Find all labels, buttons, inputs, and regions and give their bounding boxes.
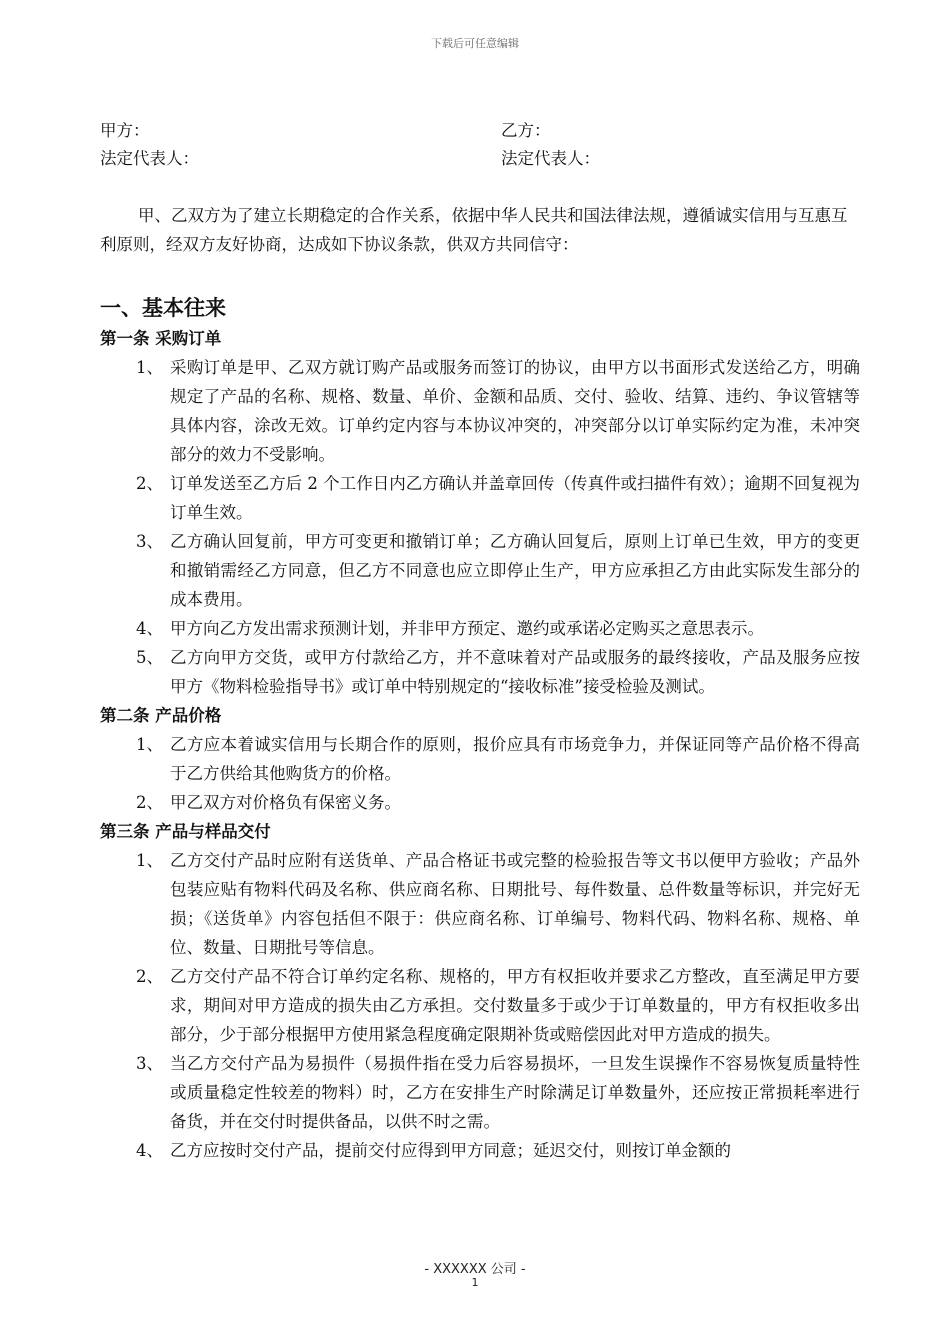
clause-text: 订单发送至乙方后 2 个工作日内乙方确认并盖章回传（传真件或扫描件有效）；逾期不回复视为订单生效。 [170,474,860,522]
section-heading: 一、基本往来 [100,296,226,320]
party-a-label: 甲方： [100,121,150,140]
clause-number: 1、 [136,851,163,870]
party-b-label: 乙方： [501,121,551,140]
parties-block [100,117,860,173]
clause-text: 甲乙双方对价格负有保密义务。 [170,793,401,812]
clause-text: 乙方交付产品时应附有送货单、产品合格证书或完整的检验报告等文书以便甲方验收；产品外包装应贴有物料代码及名称、供应商名称、日期批号、每件数量、总件数量等标识，并完好无损；《送货单》内容包括但不限于：供应商名称、订单编号、物料代码、物料名称、规格、单位、数量、日期批号等信息。 [170,851,860,957]
clause-number: 5、 [136,648,163,667]
party-row-names [100,117,860,145]
clause-text: 采购订单是甲、乙双方就订购产品或服务而签订的协议，由甲方以书面形式发送给乙方，明确规定了产品的名称、规格、数量、单价、金额和品质、交付、验收、结算、违约、争议管辖等具体内容，涂改无效。订单约定内容与本协议冲突的，冲突部分以订单实际约定为准，未冲突部分的效力不受影响。 [170,358,860,464]
clause-number: 2、 [136,474,163,493]
clause-item [100,469,860,527]
clause-item [100,1136,860,1165]
clause-number: 2、 [136,793,163,812]
page-number: 1 [471,1276,479,1289]
clause-item [100,788,860,817]
clause-text: 乙方应本着诚实信用与长期合作的原则，报价应具有市场竞争力，并保证同等产品价格不得高于乙方供给其他购货方的价格。 [170,735,860,783]
clause-text: 乙方交付产品不符合订单约定名称、规格的，甲方有权拒收并要求乙方整改，直至满足甲方要求，期间对甲方造成的损失由乙方承担。交付数量多于或少于订单数量的，甲方有权拒收多出部分，少于部分根据甲方使用紧急程度确定限期补货或赔偿因此对甲方造成的损失。 [170,967,860,1044]
clause-text: 乙方应按时交付产品，提前交付应得到甲方同意；延迟交付，则按订单金额的 [170,1141,731,1160]
party-row-representatives [100,145,860,173]
footer-company: - XXXXXX 公司 - [424,1262,526,1277]
clause-item [100,614,860,643]
clause-number: 2、 [136,967,163,986]
clause-number: 3、 [136,532,163,551]
clause-text: 当乙方交付产品为易损件（易损件指在受力后容易损坏，一旦发生误操作不容易恢复质量特性或质量稳定性较差的物料）时，乙方在安排生产时除满足订单数量外，还应按正常损耗率进行备货，并在交付时提供备品，以供不时之需。 [170,1054,860,1131]
header-note: 下载后可任意编辑 [431,37,519,50]
clause-text: 甲方向乙方发出需求预测计划，并非甲方预定、邀约或承诺必定购买之意思表示。 [170,619,764,638]
document-body [100,201,860,1165]
clause-list [100,846,860,1165]
article-heading: 第三条 产品与样品交付 [100,822,271,841]
article-heading: 第二条 产品价格 [100,706,222,725]
clause-item [100,730,860,788]
clause-item [100,962,860,1049]
clause-text: 乙方确认回复前，甲方可变更和撤销订单；乙方确认回复后，原则上订单已生效，甲方的变更和撤销需经乙方同意，但乙方不同意也应立即停止生产，甲方应承担乙方由此实际发生部分的成本费用。 [170,532,860,609]
clause-item [100,643,860,701]
clause-list [100,353,860,701]
clause-text: 乙方向甲方交货，或甲方付款给乙方，并不意味着对产品或服务的最终接收，产品及服务应按甲方《物料检验指导书》或订单中特别规定的“接收标准”接受检验及测试。 [170,648,860,696]
clause-number: 3、 [136,1054,163,1073]
clause-item [100,527,860,614]
clause-item [100,846,860,962]
clause-item [100,353,860,469]
clause-list [100,730,860,817]
party-a-representative-label: 法定代表人： [100,149,199,168]
clause-number: 4、 [136,619,163,638]
intro-paragraph: 甲、乙双方为了建立长期稳定的合作关系，依据中华人民共和国法律法规，遵循诚实信用与互惠互利原则，经双方友好协商，达成如下协议条款，供双方共同信守： [100,206,848,254]
article-heading: 第一条 采购订单 [100,329,222,348]
party-b-representative-label: 法定代表人： [501,149,600,168]
clause-number: 4、 [136,1141,163,1160]
clause-item [100,1049,860,1136]
clause-number: 1、 [136,735,163,754]
clause-number: 1、 [136,358,163,377]
